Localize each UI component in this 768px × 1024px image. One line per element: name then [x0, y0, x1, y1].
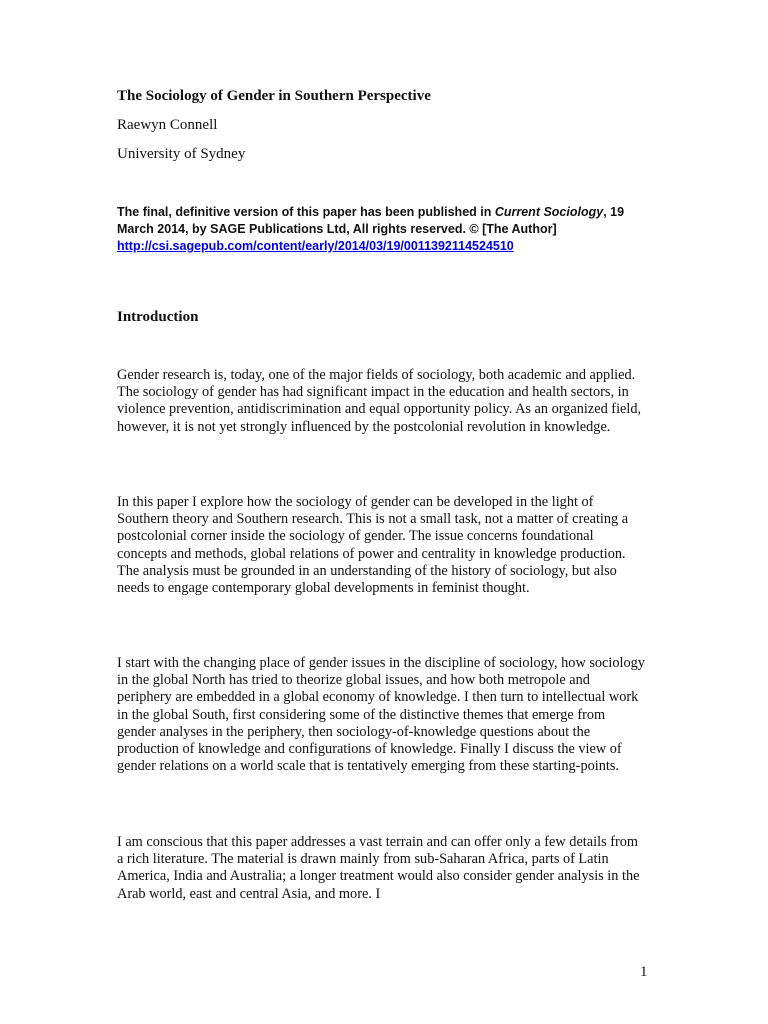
notice-text-after: , 19 March 2014, by SAGE Publications Ltd, All rights reserved. © [The Author] — [117, 205, 625, 236]
publication-notice — [117, 204, 637, 255]
paragraph-2: In this paper I explore how the sociology of gender can be developed in the light of Southern theory and Southern research. This is not a small task, not a matter of creating a postcolonial corner inside the sociology of gender. The issue concerns foundational concepts and methods, global relations of power and centrality in knowledge production. The analysis must be grounded in an understanding of the history of sociology, but also needs to engage contemporary global developments in feminist thought. — [117, 494, 629, 597]
notice-text-before: The final, definitive version of this paper has been published in — [117, 205, 495, 219]
author-affiliation: University of Sydney — [117, 146, 246, 162]
paragraph-1: Gender research is, today, one of the major fields of sociology, both academic and applied. The sociology of gender has had significant impact in the education and health sectors, in violence prevention, antidiscrimination and equal opportunity policy. As an organized field, however, it is not yet strongly influenced by the postcolonial revolution in knowledge. — [117, 367, 642, 435]
paragraph-3: I start with the changing place of gender issues in the discipline of sociology, how sociology in the global North has tried to theorize global issues, and how both metropole and periphery are embedded in a global economy of knowledge. I then turn to intellectual work in the global South, first considering some of the distinctive themes that emerge from gender analyses in the periphery, then sociology-of-knowledge questions about the production of knowledge and configurations of knowledge. Finally I discuss the view of gender relations on a world scale that is tentatively emerging from these starting-points. — [117, 655, 645, 775]
paragraph-4: I am conscious that this paper addresses a vast terrain and can offer only a few details from a rich literature. The material is drawn mainly from sub-Saharan Africa, parts of Latin America, India and Australia; a longer treatment would also consider gender analysis in the Arab world, east and central Asia, and more. I — [117, 834, 640, 902]
page-number: 1 — [640, 964, 648, 980]
article-link[interactable]: http://csi.sagepub.com/content/early/2014/03/19/0011392114524510 — [117, 239, 514, 253]
paper-title: The Sociology of Gender in Southern Perspective — [117, 88, 431, 104]
journal-name: Current Sociology — [494, 205, 604, 219]
author-name: Raewyn Connell — [117, 117, 218, 133]
section-heading-introduction: Introduction — [117, 309, 199, 325]
